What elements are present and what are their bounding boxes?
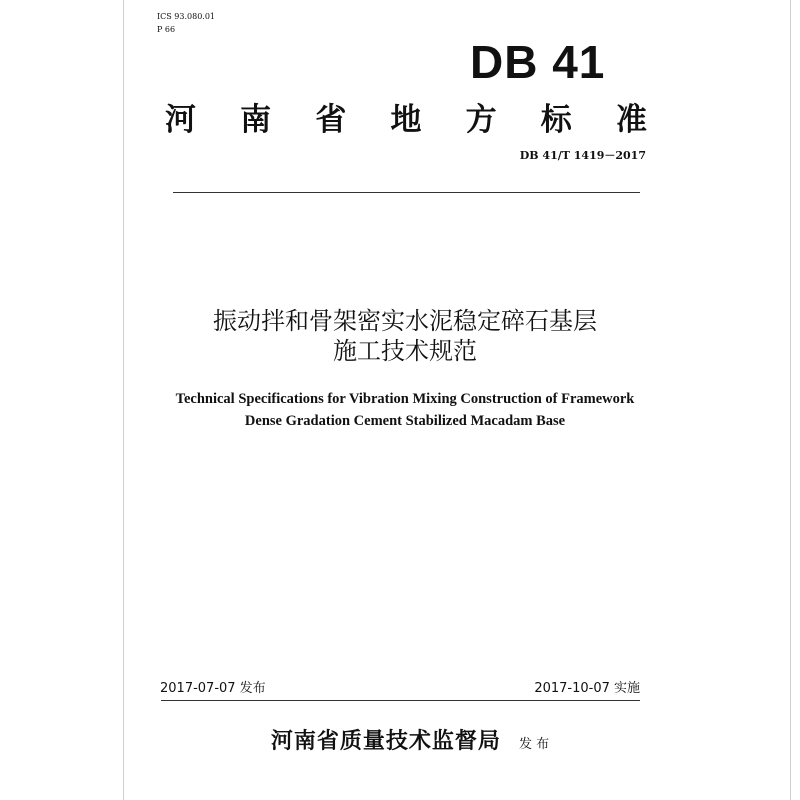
issuer-line: [210, 724, 610, 755]
chinese-title-line: 施工技术规范: [333, 337, 477, 365]
issue-date: 2017-07-07 发布: [160, 681, 266, 696]
db-code: DB 41: [470, 36, 606, 88]
standard-type-char: 河: [165, 102, 196, 138]
standard-type-char: 地: [390, 102, 422, 138]
chinese-title: [140, 306, 670, 366]
standard-type-char: 方: [465, 102, 497, 138]
issue-action: 发 布: [518, 737, 550, 752]
english-title: [140, 388, 670, 432]
standard-type-title: [165, 100, 647, 140]
standard-type-char: 准: [615, 102, 647, 138]
ccs-code: P 66: [157, 25, 176, 34]
classification-codes: [157, 10, 215, 36]
issuer-name: 河南省质量技术监督局: [270, 728, 501, 754]
chinese-title-line: 振动拌和骨架密实水泥稳定碎石基层: [213, 307, 597, 335]
standard-type-char: 省: [315, 102, 347, 138]
implementation-date: 2017-10-07 实施: [534, 681, 640, 696]
ics-code: ICS 93.080.01: [157, 12, 216, 21]
footer-divider: [161, 700, 640, 701]
standard-number: DB 41/T 1419－2017: [519, 149, 646, 162]
english-title-line: Dense Gradation Cement Stabilized Macadam Base: [244, 413, 566, 429]
standard-type-char: 标: [540, 102, 572, 138]
english-title-line: Technical Specifications for Vibration Mixing Construction of Framework: [175, 391, 635, 407]
standard-type-char: 南: [240, 102, 272, 138]
header-divider: [173, 192, 640, 193]
